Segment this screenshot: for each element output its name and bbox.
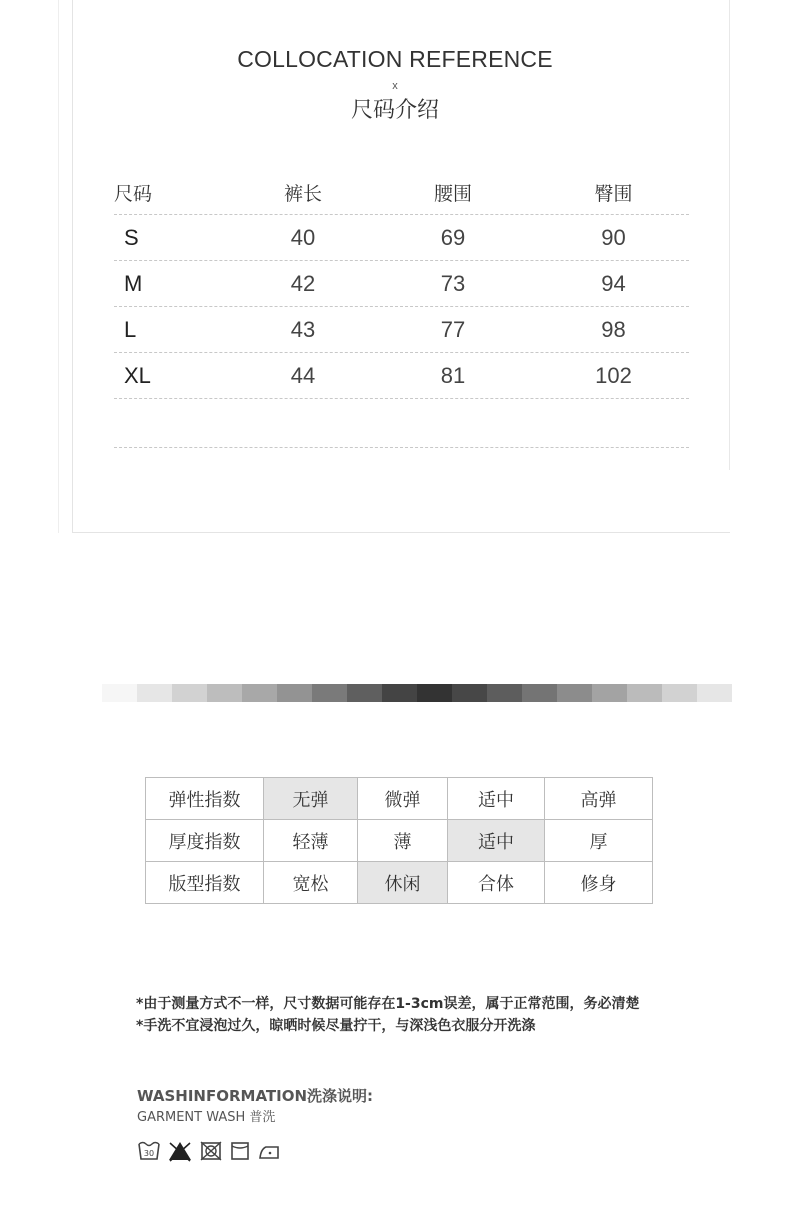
gradient-swatch bbox=[347, 684, 382, 702]
table-row bbox=[114, 307, 689, 353]
header-length: 裤长 bbox=[283, 182, 322, 205]
gradient-swatch bbox=[277, 684, 312, 702]
option-cell: 合体 bbox=[448, 862, 545, 904]
option-cell: 微弹 bbox=[358, 778, 448, 820]
option-cell: 薄 bbox=[358, 820, 448, 862]
title-separator: x bbox=[392, 80, 398, 92]
gradient-swatch bbox=[172, 684, 207, 702]
size-cell: XL bbox=[124, 362, 151, 388]
fabric-index-table bbox=[145, 777, 653, 904]
gradient-swatch bbox=[417, 684, 452, 702]
waist-cell: 73 bbox=[440, 270, 466, 296]
hip-cell: 102 bbox=[595, 362, 632, 388]
title-english: COLLOCATION REFERENCE bbox=[237, 46, 553, 72]
table-row bbox=[114, 353, 689, 399]
header-size: 尺码 bbox=[114, 182, 153, 205]
gradient-swatch bbox=[137, 684, 172, 702]
option-cell: 适中 bbox=[448, 820, 545, 862]
size-cell: M bbox=[124, 270, 143, 296]
gradient-swatch bbox=[207, 684, 242, 702]
gradient-bar bbox=[102, 684, 732, 702]
wash-subtitle: GARMENT WASH 普洗 bbox=[137, 1110, 276, 1125]
length-cell: 44 bbox=[290, 362, 316, 388]
gradient-swatch bbox=[382, 684, 417, 702]
waist-cell: 77 bbox=[440, 316, 466, 342]
table-row bbox=[114, 215, 689, 261]
gradient-swatch bbox=[102, 684, 137, 702]
gradient-swatch bbox=[242, 684, 277, 702]
option-cell: 无弹 bbox=[264, 778, 358, 820]
gradient-swatch bbox=[627, 684, 662, 702]
wash-title: WASHINFORMATION洗涤说明: bbox=[137, 1087, 374, 1105]
gradient-swatch bbox=[592, 684, 627, 702]
option-cell: 轻薄 bbox=[264, 820, 358, 862]
gradient-swatch bbox=[452, 684, 487, 702]
option-cell: 高弹 bbox=[545, 778, 653, 820]
waist-cell: 81 bbox=[440, 362, 466, 388]
size-cell: L bbox=[124, 316, 137, 342]
gradient-swatch bbox=[557, 684, 592, 702]
option-cell: 宽松 bbox=[264, 862, 358, 904]
gradient-swatch bbox=[487, 684, 522, 702]
length-cell: 40 bbox=[290, 224, 316, 250]
size-table bbox=[114, 170, 689, 448]
header-hip: 臀围 bbox=[594, 182, 633, 205]
hip-cell: 98 bbox=[601, 316, 626, 342]
gradient-swatch bbox=[522, 684, 557, 702]
option-cell: 休闲 bbox=[358, 862, 448, 904]
fit-row bbox=[146, 862, 653, 904]
title-chinese: 尺码介绍 bbox=[350, 98, 439, 123]
gradient-swatch bbox=[662, 684, 697, 702]
row-label: 厚度指数 bbox=[146, 820, 264, 862]
length-cell: 43 bbox=[290, 316, 316, 342]
size-cell: S bbox=[124, 224, 139, 250]
hip-cell: 90 bbox=[601, 224, 626, 250]
size-table-header bbox=[114, 170, 689, 215]
gradient-swatch bbox=[312, 684, 347, 702]
row-label: 版型指数 bbox=[146, 862, 264, 904]
wash-30-icon bbox=[137, 1140, 161, 1162]
header-waist: 腰围 bbox=[433, 182, 472, 205]
no-bleach-icon bbox=[167, 1140, 193, 1162]
wash-icons bbox=[137, 1140, 281, 1162]
gradient-swatch bbox=[697, 684, 732, 702]
option-cell: 厚 bbox=[545, 820, 653, 862]
row-label: 弹性指数 bbox=[146, 778, 264, 820]
note-measurement: *由于测量方式不一样，尺寸数据可能存在1-3cm误差，属于正常范围，务必清楚 bbox=[136, 996, 640, 1012]
thickness-row bbox=[146, 820, 653, 862]
option-cell: 适中 bbox=[448, 778, 545, 820]
length-cell: 42 bbox=[290, 270, 316, 296]
hip-cell: 94 bbox=[601, 270, 626, 296]
no-tumble-dry-icon bbox=[199, 1140, 223, 1162]
iron-low-icon bbox=[257, 1140, 281, 1162]
option-cell: 修身 bbox=[545, 862, 653, 904]
waist-cell: 69 bbox=[440, 224, 466, 250]
elasticity-row bbox=[146, 778, 653, 820]
empty-row bbox=[114, 399, 689, 448]
note-washing: *手洗不宜浸泡过久，晾晒时候尽量拧干，与深浅色衣服分开洗涤 bbox=[136, 1018, 536, 1034]
line-dry-icon bbox=[229, 1140, 251, 1162]
table-row bbox=[114, 261, 689, 307]
svg-text:30: 30 bbox=[143, 1149, 155, 1158]
